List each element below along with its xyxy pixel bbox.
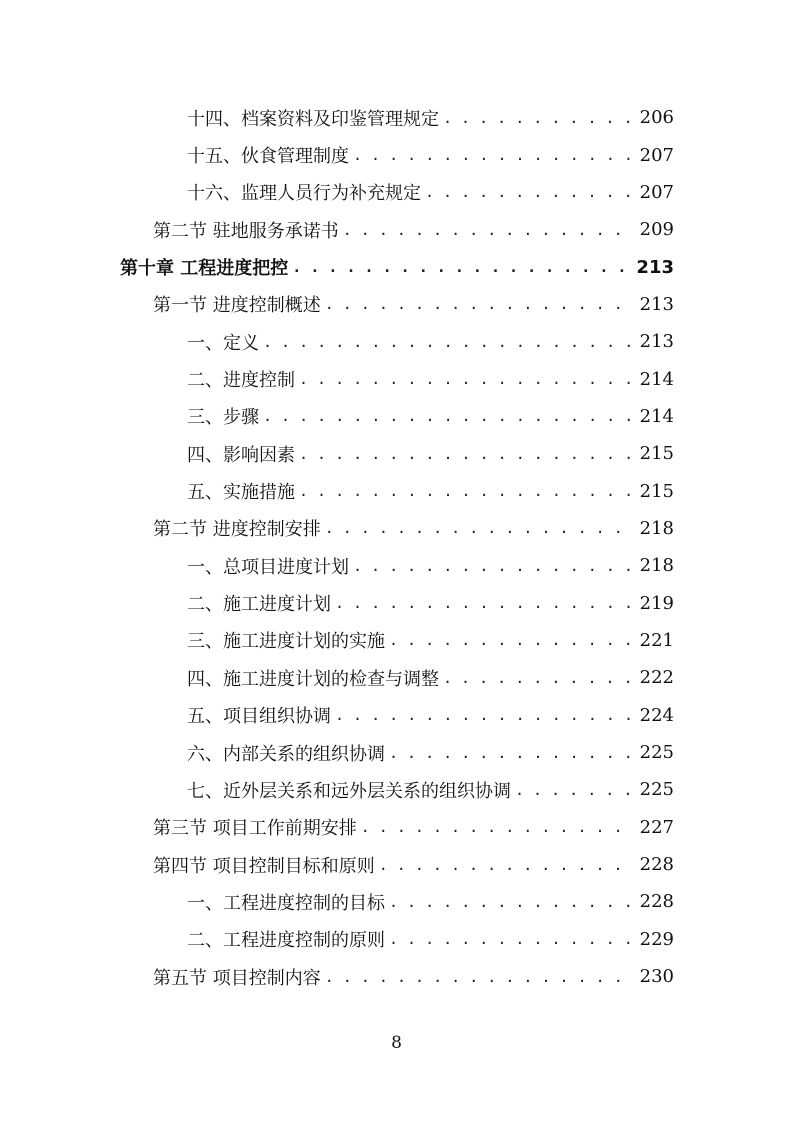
- toc-dot-leader: [515, 781, 634, 799]
- toc-entry-page: 214: [639, 405, 674, 427]
- toc-subsection-entry[interactable]: [0, 547, 793, 584]
- toc-entry-page: 213: [636, 256, 674, 278]
- toc-subsection-entry[interactable]: [0, 622, 793, 659]
- toc-entry-page: 221: [639, 629, 674, 651]
- toc-dot-leader: [443, 109, 634, 127]
- toc-entry-title: 第五节 项目控制内容: [153, 967, 321, 989]
- toc-dot-leader: [325, 295, 634, 313]
- toc-chapter-entry[interactable]: [0, 248, 793, 285]
- toc-entry-title: 五、项目组织协调: [187, 706, 331, 728]
- toc-subsection-entry[interactable]: [0, 921, 793, 958]
- toc-dot-leader: [425, 183, 634, 201]
- toc-entry-title: 二、施工进度计划: [187, 594, 331, 616]
- toc-dot-leader: [325, 519, 634, 537]
- toc-entry-title: 三、步骤: [187, 407, 259, 429]
- toc-dot-leader: [379, 856, 634, 874]
- toc-dot-leader: [343, 221, 634, 239]
- toc-section-entry[interactable]: [0, 958, 793, 995]
- toc-entry-page: 218: [639, 555, 674, 577]
- toc-entry-title: 一、工程进度控制的目标: [187, 892, 385, 914]
- toc-dot-leader: [335, 594, 634, 612]
- toc-subsection-entry[interactable]: [0, 734, 793, 771]
- toc-dot-leader: [325, 968, 634, 986]
- toc-subsection-entry[interactable]: [0, 435, 793, 472]
- toc-dot-leader: [389, 744, 634, 762]
- toc-entry-page: 222: [639, 667, 674, 689]
- toc-subsection-entry[interactable]: [0, 360, 793, 397]
- toc-subsection-entry[interactable]: [0, 99, 793, 136]
- toc-entry-page: 228: [639, 854, 674, 876]
- toc-entry-page: 225: [639, 742, 674, 764]
- toc-dot-leader: [389, 930, 634, 948]
- toc-dot-leader: [389, 893, 634, 911]
- toc-entry-title: 二、工程进度控制的原则: [187, 930, 385, 952]
- toc-section-entry[interactable]: [0, 510, 793, 547]
- toc-subsection-entry[interactable]: [0, 659, 793, 696]
- toc-dot-leader: [263, 407, 634, 425]
- toc-entry-page: 224: [639, 704, 674, 726]
- toc-entry-page: 225: [639, 779, 674, 801]
- toc-entry-title: 一、总项目进度计划: [187, 556, 349, 578]
- toc-entry-title: 第四节 项目控制目标和原则: [153, 855, 375, 877]
- toc-entry-title: 一、定义: [187, 332, 259, 354]
- toc-subsection-entry[interactable]: [0, 883, 793, 920]
- toc-subsection-entry[interactable]: [0, 472, 793, 509]
- toc-entry-page: 215: [639, 443, 674, 465]
- toc-entry-title: 十五、伙食管理制度: [187, 146, 349, 168]
- toc-entry-page: 219: [639, 592, 674, 614]
- toc-subsection-entry[interactable]: [0, 174, 793, 211]
- toc-dot-leader: [263, 333, 634, 351]
- toc-entry-title: 十四、档案资料及印鉴管理规定: [187, 108, 439, 130]
- toc-entry-page: 215: [639, 480, 674, 502]
- toc-entry-title: 十六、监理人员行为补充规定: [187, 183, 421, 205]
- toc-dot-leader: [292, 258, 630, 276]
- toc-dot-leader: [299, 482, 634, 500]
- toc-entry-title: 二、进度控制: [187, 370, 295, 392]
- toc-section-entry[interactable]: [0, 846, 793, 883]
- toc-entry-page: 207: [639, 144, 674, 166]
- toc-entry-title: 第二节 驻地服务承诺书: [153, 220, 339, 242]
- toc-entry-page: 213: [639, 331, 674, 353]
- toc-entry-title: 第三节 项目工作前期安排: [153, 818, 357, 840]
- toc-entry-title: 第二节 进度控制安排: [153, 519, 321, 541]
- toc-entry-title: 第十章 工程进度把控: [120, 258, 289, 280]
- toc-entry-title: 第一节 进度控制概述: [153, 295, 321, 317]
- toc-entry-title: 四、施工进度计划的检查与调整: [187, 668, 439, 690]
- toc-entry-title: 三、施工进度计划的实施: [187, 631, 385, 653]
- toc-entry-page: 209: [639, 219, 674, 241]
- toc-entry-page: 206: [639, 107, 674, 129]
- toc-entry-page: 207: [639, 181, 674, 203]
- toc-dot-leader: [361, 818, 634, 836]
- toc-entry-page: 228: [639, 891, 674, 913]
- table-of-contents: [0, 99, 793, 995]
- toc-dot-leader: [353, 557, 634, 575]
- toc-entry-title: 五、实施措施: [187, 482, 295, 504]
- toc-subsection-entry[interactable]: [0, 771, 793, 808]
- toc-dot-leader: [335, 706, 634, 724]
- toc-section-entry[interactable]: [0, 286, 793, 323]
- toc-entry-page: 214: [639, 368, 674, 390]
- toc-dot-leader: [299, 445, 634, 463]
- toc-entry-page: 227: [639, 816, 674, 838]
- toc-section-entry[interactable]: [0, 211, 793, 248]
- toc-entry-title: 四、影响因素: [187, 444, 295, 466]
- toc-subsection-entry[interactable]: [0, 584, 793, 621]
- toc-subsection-entry[interactable]: [0, 398, 793, 435]
- toc-entry-page: 230: [639, 966, 674, 988]
- toc-entry-page: 213: [639, 293, 674, 315]
- toc-dot-leader: [389, 631, 634, 649]
- toc-dot-leader: [443, 669, 634, 687]
- toc-subsection-entry[interactable]: [0, 697, 793, 734]
- toc-entry-page: 229: [639, 928, 674, 950]
- toc-entry-title: 七、近外层关系和远外层关系的组织协调: [187, 780, 511, 802]
- toc-entry-title: 六、内部关系的组织协调: [187, 743, 385, 765]
- toc-entry-page: 218: [639, 517, 674, 539]
- toc-subsection-entry[interactable]: [0, 323, 793, 360]
- page-number: 8: [391, 1033, 402, 1053]
- toc-section-entry[interactable]: [0, 809, 793, 846]
- toc-subsection-entry[interactable]: [0, 136, 793, 173]
- toc-dot-leader: [353, 146, 634, 164]
- toc-dot-leader: [299, 370, 634, 388]
